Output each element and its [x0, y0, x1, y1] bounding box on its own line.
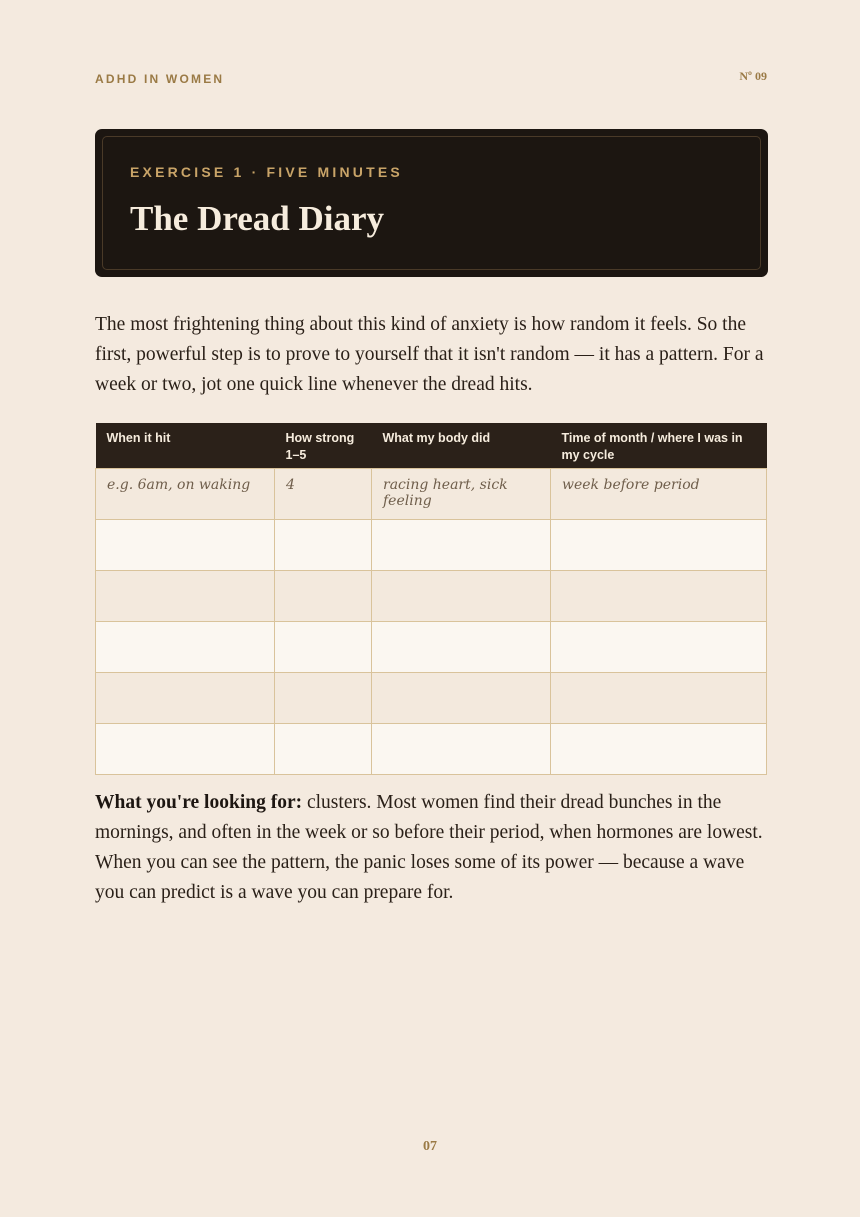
entry-cell[interactable]: [96, 520, 275, 571]
entry-cell[interactable]: [372, 724, 551, 775]
issue-number: Nº 09: [739, 69, 767, 83]
table-row: [96, 520, 767, 571]
entry-cell[interactable]: [551, 673, 767, 724]
column-header-body: What my body did: [372, 423, 551, 469]
exercise-card: [95, 129, 768, 277]
entry-cell[interactable]: [372, 571, 551, 622]
example-strength: 4: [275, 469, 372, 520]
column-header-cycle: Time of month / where I was in my cycle: [551, 423, 767, 469]
example-row: [96, 469, 767, 520]
entry-cell[interactable]: [551, 520, 767, 571]
dread-diary-table: [95, 423, 767, 775]
outro-body: clusters. Most women find their dread bunches in the mornings, and often in the week or so before their period, when hormones are lowest. When you can see the pattern, the panic loses some of its power — because a wave you can predict is a wave you can prepare for.: [95, 792, 763, 903]
entry-cell[interactable]: [551, 571, 767, 622]
entry-cell[interactable]: [275, 571, 372, 622]
example-cycle: week before period: [551, 469, 767, 520]
entry-cell[interactable]: [96, 673, 275, 724]
entry-cell[interactable]: [372, 520, 551, 571]
outro-lead: What you're looking for:: [95, 792, 303, 813]
outro-paragraph: [95, 788, 767, 908]
entry-cell[interactable]: [96, 622, 275, 673]
entry-cell[interactable]: [275, 724, 372, 775]
table-row: [96, 622, 767, 673]
table-row: [96, 673, 767, 724]
running-title: ADHD IN WOMEN: [95, 72, 225, 86]
entry-cell[interactable]: [275, 520, 372, 571]
entry-cell[interactable]: [551, 724, 767, 775]
entry-cell[interactable]: [372, 673, 551, 724]
example-body: racing heart, sick feeling: [372, 469, 551, 520]
entry-cell[interactable]: [96, 571, 275, 622]
exercise-title: The Dread Diary: [130, 199, 385, 238]
column-header-strength: How strong 1–5: [275, 423, 372, 469]
example-when: e.g. 6am, on waking: [96, 469, 275, 520]
entry-cell[interactable]: [96, 724, 275, 775]
exercise-kicker: EXERCISE 1 · FIVE MINUTES: [130, 164, 403, 180]
entry-cell[interactable]: [275, 673, 372, 724]
entry-cell[interactable]: [372, 622, 551, 673]
column-header-when: When it hit: [96, 423, 275, 469]
entry-cell[interactable]: [275, 622, 372, 673]
table-row: [96, 724, 767, 775]
table-row: [96, 571, 767, 622]
table-header-row: [96, 423, 767, 469]
page-number: 07: [423, 1139, 437, 1154]
intro-paragraph: The most frightening thing about this kind of anxiety is how random it feels. So the first, powerful step is to prove to yourself that it isn't random — it has a pattern. For a week or two, jot one quick line whenever the dread hits.: [95, 314, 764, 395]
entry-cell[interactable]: [551, 622, 767, 673]
